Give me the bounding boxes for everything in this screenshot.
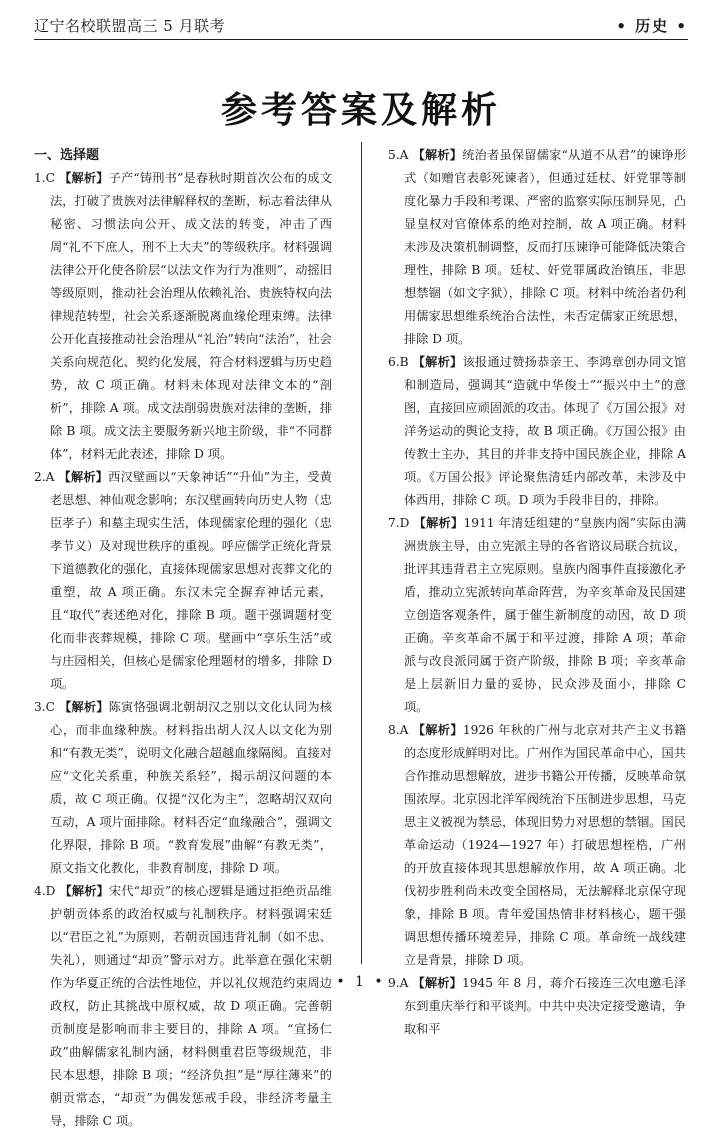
item-text: 陈寅恪强调北朝胡汉之别以文化认同为核心，而非血缘种族。材料指出胡人汉人以文化为别和“有教无类”，说明文化融合超越血缘隔阂。直接对应“文化关系重，种族关系轻”，揭示胡汉问题的本质，故 C 项正确。仅提“汉化为主”，忽略胡汉双向互动，A 项片面排除。材料否定“血缘融合”，强调文化界限，排除 B 项。“教育发展”曲解“有教无类”，原文指文化教化，非教育制度，排除 D 项。 [50, 700, 333, 875]
column-divider [361, 142, 362, 964]
item-number: 5. [388, 148, 400, 162]
item-tag: 【解析】 [412, 723, 463, 737]
item-number: 4. [34, 884, 46, 898]
item-tag: 【解析】 [412, 355, 463, 369]
item-number: 9. [388, 976, 400, 990]
item-answer: A [399, 723, 409, 737]
item-tag: 【解析】 [58, 470, 109, 484]
item-answer: A [399, 148, 409, 162]
answer-item-6 [388, 351, 686, 512]
item-text: 子产“铸刑书”是春秋时期首次公布的成文法，打破了贵族对法律解释权的垄断，标志着法律从秘密、习惯法向公开、成文法的转变，冲击了西周“礼不下庶人，刑不上大夫”的等级秩序。材料强调法律公开化使各阶层“以法文作为行为准则”，动摇旧等级原则，推动社会治理从依赖礼治、贵族特权向法律规范转型，社会关系逐渐脱离血缘伦理束缚。法律公开化直接推动社会治理从“礼治”转向“法治”，社会关系向规范化、契约化发展，符合材料逻辑与历史趋势，故 C 项正确。材料未体现对法律文本的“剖析”，排除 A 项。成文法削弱贵族对法律的垄断，排除 B 项。成文法主要服务新兴地主阶级，非“不同群体”，材料无此表述，排除 D 项。 [50, 171, 333, 461]
item-answer: C [45, 700, 55, 714]
item-tag: 【解析】 [59, 700, 109, 714]
item-text: 该报通过赞扬恭亲王、李鸿章创办同文馆和制造局，强调其“造就中华俊士”“振兴中土”的意图，直接回应顽固派的攻击。体现了《万国公报》对洋务运动的舆论支持，故 B 项正确。《万国公报》由传教士主办，其目的并非支持中国民族企业，排除 A 项。《万国公报》评论聚焦清廷内部改革，未涉及中体西用，排除 C 项。D 项为手段非目的，排除。 [404, 355, 687, 507]
item-tag: 【解析】 [59, 884, 109, 898]
item-tag: 【解析】 [59, 171, 109, 185]
item-number: 2. [34, 470, 46, 484]
answer-item-2 [34, 466, 332, 696]
item-number: 3. [34, 700, 46, 714]
header-subject: • 历史 • [616, 17, 688, 35]
item-text: 1945 年 8 月，蒋介石接连三次电邀毛泽东到重庆举行和平谈判。中共中央决定接受邀请，争取和平 [404, 976, 686, 1036]
item-tag: 【解析】 [412, 976, 463, 990]
item-number: 1. [34, 171, 46, 185]
answer-item-7 [388, 512, 686, 719]
item-answer: A [399, 976, 409, 990]
item-answer: B [399, 355, 409, 369]
item-answer: A [45, 470, 55, 484]
answer-item-5 [388, 144, 686, 351]
answer-item-3 [34, 696, 332, 880]
answer-item-1 [34, 167, 332, 466]
item-answer: C [45, 171, 55, 185]
item-number: 7. [388, 516, 400, 530]
answer-item-4 [34, 880, 332, 1133]
item-answer: D [45, 884, 56, 898]
page-title: 参考答案及解析 [220, 90, 501, 131]
page-number: • 1 • [336, 974, 386, 990]
item-text: 宋代“却贡”的核心逻辑是通过拒绝贡品维护朝贡体系的政治权威与礼制秩序。材料强调宋廷以“君臣之礼”为原则，若朝贡国违背礼制（如不忠、失礼），则通过“却贡”警示对方。此举意在强化宋朝作为华夏正统的合法性地位，并以礼仪规范约束周边政权，防止其挑战中原权威，故 D 项正确。完善朝贡制度是影响而非主要目的，排除 A 项。“宣扬仁政”曲解儒家礼制内涵，材料侧重君臣等级规范，非民本思想，排除 B 项；“经济负担”是“厚往薄来”的朝贡常态，“却贡”为偶发惩戒手段，非经济考量主导，排除 C 项。 [50, 884, 332, 1128]
item-tag: 【解析】 [412, 148, 463, 162]
answer-item-8 [388, 719, 686, 972]
header-exam-name: 辽宁名校联盟高三 5 月联考 [34, 17, 226, 35]
item-number: 8. [388, 723, 400, 737]
item-text: 1911 年清廷组建的“皇族内阁”实际由满洲贵族主导，由立宪派主导的各省谘议局联合抗议，批评其违背君主立宪原则。皇族内阁事件直接激化矛盾，推动立宪派转向革命阵营，为辛亥革命及民国建立创造客观条件，属于催生新制度的动因，故 D 项正确。辛亥革命不属于和平过渡，排除 A 项；革命派与改良派同属于资产阶级，排除 B 项；辛亥革命是上层新旧力量的妥协，民众涉及面小，排除 C 项。 [404, 516, 687, 714]
item-number: 6. [388, 355, 400, 369]
item-text: 1926 年秋的广州与北京对共产主义书籍的态度形成鲜明对比。广州作为国民革命中心，国共合作推动思想解放，进步书籍公开传播，反映革命氛围浓厚。北京因北洋军阀统治下压制进步思想，马克思主义被视为禁忌，体现旧势力对思想的禁锢。国民革命运动（1924—1927 年）打破思想桎梏，广州的开放直接体现其思想解放作用，故 A 项正确。北伐初步胜利尚未改变全国格局，无法解释北京保守现象，排除 B 项。青年爱国热情非材料核心，题干强调思想传播环境差异，排除 C 项。革命统一战线建立是背景，排除 D 项。 [404, 723, 687, 967]
item-text: 统治者虽保留儒家“从道不从君”的谏诤形式（如赠官表彰死谏者），但通过廷杖、奸党罪等制度化暴力手段和考课、严密的监察实际压制异见，凸显皇权对官僚体系的绝对控制，故 A 项正确。材料未涉及决策机制调整，反而打压谏诤可能降低决策合理性，排除 B 项。廷杖、奸党罪属政治镇压，非思想禁锢（如文字狱），排除 C 项。材料中统治者仍利用儒家思想维系统治合法性，未否定儒家正统思想，排除 D 项。 [404, 148, 687, 346]
item-answer: D [399, 516, 410, 530]
page-header [34, 12, 688, 40]
item-text: 西汉壁画以“天象神话”“升仙”为主，受黄老思想、神仙观念影响；东汉壁画转向历史人物（忠臣孝子）和墓主现实生活，体现儒家伦理的强化（忠孝节义）及对现世秩序的重视。呼应儒学正统化背景下道德教化的强化，直接体现儒家思想对丧葬文化的重塑，故 A 项正确。东汉未完全摒弃神话元素，且“取代”表述绝对化，排除 B 项。题干强调题材变化而非丧葬规模，排除 C 项。壁画中“享乐生活”或与庄园相关，但核心是儒家伦理题材的增多，排除 D 项。 [50, 470, 332, 691]
item-tag: 【解析】 [413, 516, 464, 530]
section-title: 一、选择题 [34, 148, 100, 163]
right-column [388, 144, 686, 1041]
